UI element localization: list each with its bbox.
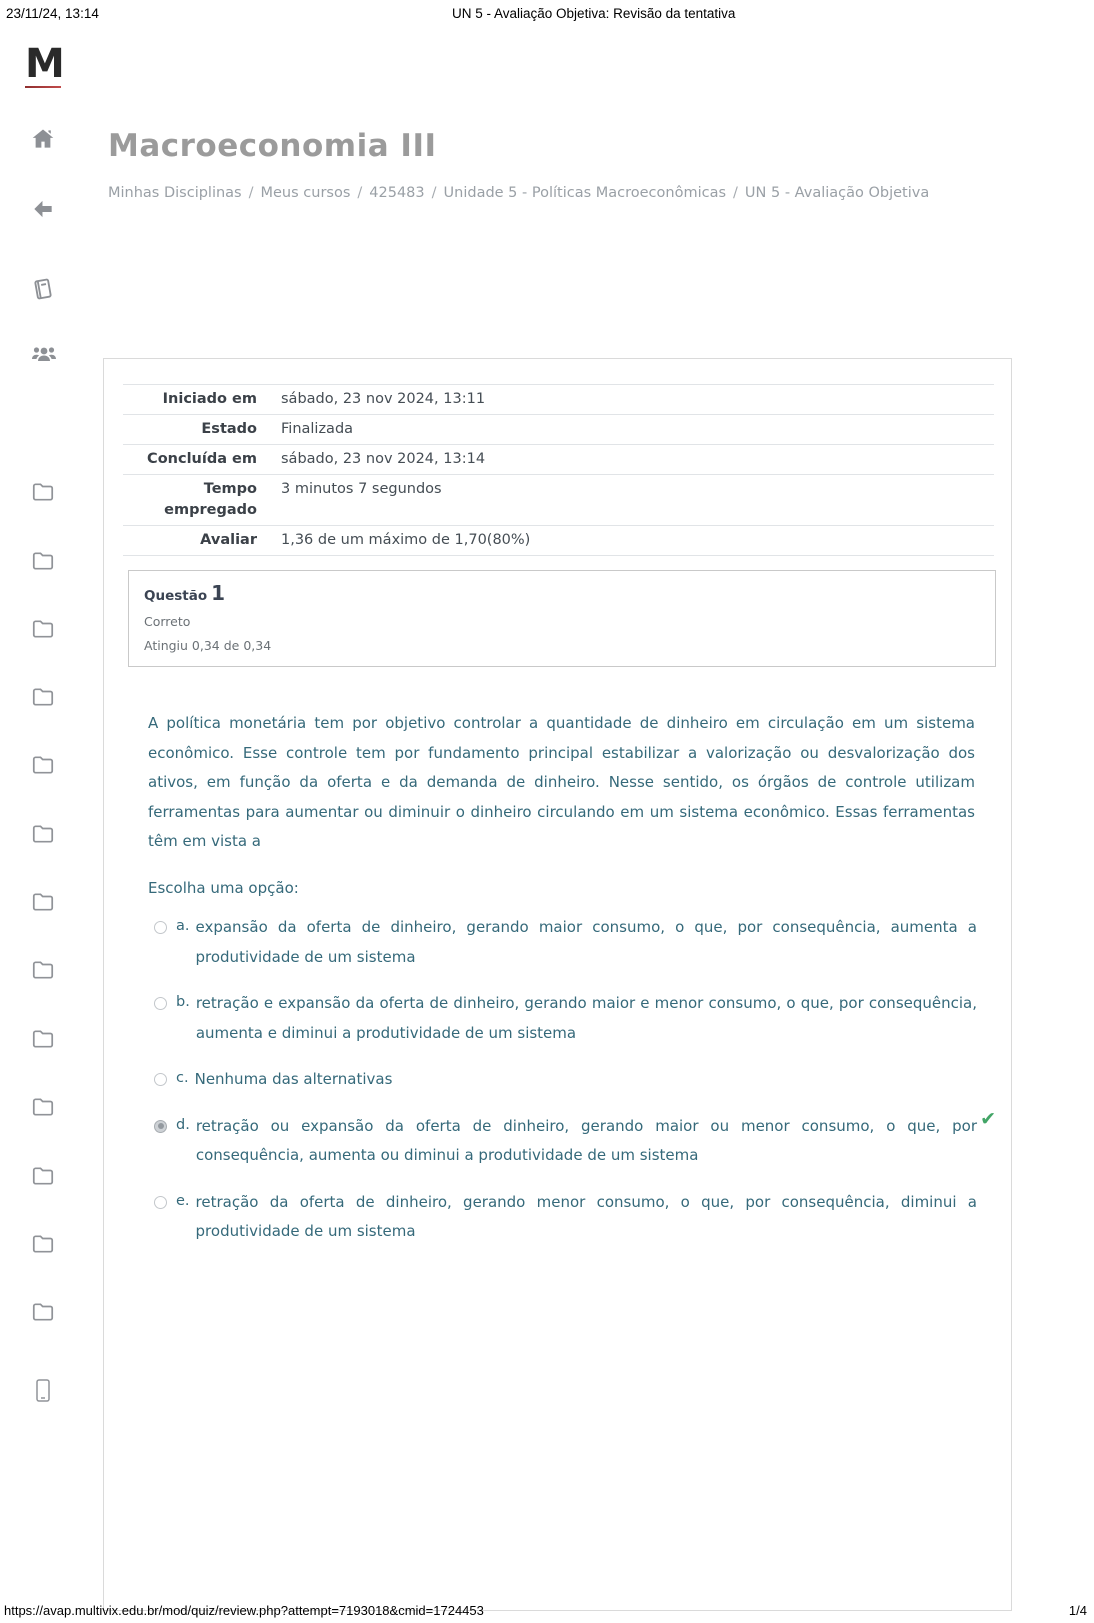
option-c — [154, 1068, 977, 1095]
option-letter: a. — [176, 918, 190, 934]
book-icon[interactable] — [30, 276, 56, 302]
breadcrumb-item[interactable]: Minhas Disciplinas — [108, 185, 242, 201]
radio-option-a[interactable] — [154, 921, 167, 934]
folder-icon[interactable] — [30, 889, 56, 915]
folder-icon[interactable] — [30, 957, 56, 983]
breadcrumb-separator: / — [248, 185, 254, 201]
breadcrumb-separator: / — [357, 185, 363, 201]
summary-value: Finalizada — [281, 421, 354, 437]
breadcrumb-separator: / — [733, 185, 738, 201]
print-page-number: 1/4 — [1068, 1603, 1087, 1618]
folder-icon[interactable] — [30, 616, 56, 642]
breadcrumb — [108, 180, 988, 206]
question-status: Correto — [144, 614, 191, 629]
option-text: expansão da oferta de dinheiro, gerando maior consumo, o que, por consequência, aumenta a produtividade de um sistema — [195, 918, 977, 966]
summary-value: sábado, 23 nov 2024, 13:11 — [281, 391, 486, 407]
breadcrumb-item[interactable]: Meus cursos — [260, 185, 351, 201]
choose-option-prompt: Escolha uma opção: — [148, 878, 299, 897]
folder-icon[interactable] — [30, 1026, 56, 1052]
option-text: retração e expansão da oferta de dinheiro, gerando maior e menor consumo, o que, por consequência, aumenta e diminui a produtividade de um sistema — [195, 994, 977, 1042]
question-text: A política monetária tem por objetivo controlar a quantidade de dinheiro em circulação em um sistema econômico. Esse controle tem por fundamento principal estabilizar a valorização ou desvalorização dos ativos, em função da oferta e da demanda de dinheiro. Nesse sentido, os órgãos de controle utilizam ferramentas para aumentar ou diminuir o dinheiro circulando em um sistema econômico. Essas ferramentas têm em vista a — [148, 714, 975, 850]
table-row — [123, 444, 994, 474]
radio-option-b[interactable] — [154, 997, 167, 1010]
folder-icon[interactable] — [30, 752, 56, 778]
home-icon[interactable] — [30, 126, 56, 152]
summary-value: 3 minutos 7 segundos — [281, 481, 442, 497]
back-arrow-icon[interactable] — [30, 196, 56, 222]
option-b — [154, 992, 977, 1048]
correct-check-icon: ✔ — [980, 1107, 996, 1130]
quiz-review-panel — [103, 358, 1012, 1611]
page-title: Macroeconomia III — [108, 128, 437, 164]
question-number: 1 — [211, 581, 226, 605]
folder-icon[interactable] — [30, 821, 56, 847]
breadcrumb-item-current: UN 5 - Avaliação Objetiva — [744, 185, 930, 201]
print-url: https://avap.multivix.edu.br/mod/quiz/review.php?attempt=7193018&cmid=1724453 — [4, 1603, 484, 1618]
summary-label: Estado — [201, 421, 257, 437]
folder-icon[interactable] — [30, 1163, 56, 1189]
option-text: retração da oferta de dinheiro, gerando menor consumo, o que, por consequência, diminui a produtividade de um sistema — [195, 1192, 977, 1240]
multivix-logo[interactable]: M — [25, 41, 64, 87]
answer-options — [154, 916, 996, 1247]
option-text: Nenhuma das alternativas — [194, 1070, 393, 1088]
folder-icon[interactable] — [30, 548, 56, 574]
breadcrumb-separator: / — [431, 185, 437, 201]
question-label: Questão — [144, 588, 208, 604]
users-icon[interactable] — [30, 341, 58, 369]
summary-label: Iniciado em — [162, 391, 257, 407]
radio-option-c[interactable] — [154, 1073, 167, 1086]
table-row — [123, 525, 994, 555]
summary-label: Concluída em — [147, 451, 257, 467]
breadcrumb-item[interactable]: 425483 — [369, 185, 425, 201]
folder-icon[interactable] — [30, 1094, 56, 1120]
option-d-selected — [154, 1107, 996, 1171]
print-date: 23/11/24, 13:14 — [6, 6, 99, 21]
table-row — [123, 414, 994, 444]
table-row — [123, 474, 994, 525]
folder-icon[interactable] — [30, 684, 56, 710]
option-e — [154, 1191, 977, 1247]
option-letter: d. — [176, 1116, 190, 1133]
breadcrumb-item[interactable]: Unidade 5 - Políticas Macroeconômicas — [443, 185, 727, 201]
radio-option-d-selected[interactable] — [154, 1120, 167, 1133]
option-letter: c. — [176, 1070, 189, 1086]
print-title: UN 5 - Avaliação Objetiva: Revisão da tentativa — [452, 6, 736, 21]
attempt-summary-table — [123, 384, 994, 556]
table-row — [123, 384, 994, 414]
option-letter: e. — [176, 1192, 190, 1209]
question-number-label — [144, 581, 980, 605]
folder-icon[interactable] — [30, 1231, 56, 1257]
folder-icon[interactable] — [30, 1299, 56, 1325]
question-grade: Atingiu 0,34 de 0,34 — [144, 638, 272, 653]
option-text: retração ou expansão da oferta de dinheiro, gerando maior ou menor consumo, o que, por consequência, aumenta ou diminui a produtividade de um sistema — [195, 1116, 977, 1164]
folder-icon[interactable] — [30, 479, 56, 505]
summary-label: Avaliar — [200, 532, 257, 548]
summary-label: Tempo empregado — [164, 481, 257, 518]
phone-icon[interactable] — [34, 1378, 52, 1404]
option-letter: b. — [176, 994, 190, 1010]
question-info-box — [128, 570, 996, 667]
summary-value: 1,36 de um máximo de 1,70(80%) — [281, 532, 531, 548]
option-a — [154, 916, 977, 972]
radio-option-e[interactable] — [154, 1196, 167, 1209]
summary-value: sábado, 23 nov 2024, 13:14 — [281, 451, 486, 467]
